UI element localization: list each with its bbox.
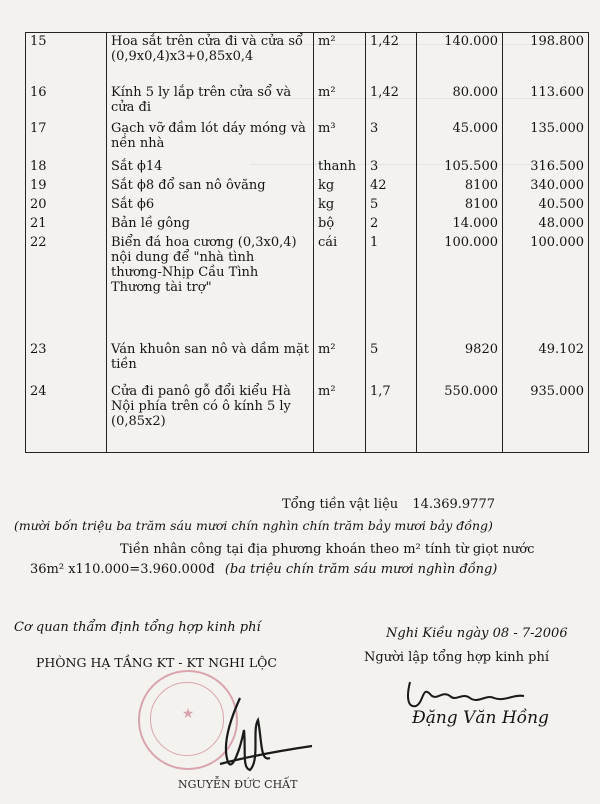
cell-unit: m² bbox=[314, 328, 366, 383]
cell-qty: 5 bbox=[366, 196, 417, 215]
cell-price: 45.000 bbox=[417, 120, 503, 158]
cell-price: 8100 bbox=[417, 177, 503, 196]
cell-price: 14.000 bbox=[417, 215, 503, 234]
cell-stt: 20 bbox=[26, 196, 107, 215]
cell-qty: 3 bbox=[366, 120, 417, 158]
stamp-star-icon: ★ bbox=[181, 706, 195, 722]
cell-name: Cửa đi panô gỗ đổi kiểu Hà Nội phía trên có ô kính 5 ly (0,85x2) bbox=[107, 383, 314, 453]
cell-stt: 17 bbox=[26, 120, 107, 158]
cell-qty: 3 bbox=[366, 158, 417, 177]
labor-cost-line bbox=[30, 562, 497, 577]
cell-total: 100.000 bbox=[503, 234, 589, 328]
cell-stt: 22 bbox=[26, 234, 107, 328]
place-and-date: Nghi Kiều ngày 08 - 7-2006 bbox=[386, 626, 568, 641]
materials-table bbox=[25, 32, 589, 453]
cell-name: Kính 5 ly lắp trên cửa sổ và cửa đi bbox=[107, 84, 314, 120]
material-total-label: Tổng tiền vật liệu bbox=[282, 497, 399, 512]
table-row bbox=[26, 158, 589, 177]
cell-price: 105.500 bbox=[417, 158, 503, 177]
cell-stt: 24 bbox=[26, 383, 107, 453]
cell-unit: thanh bbox=[314, 158, 366, 177]
cell-total: 316.500 bbox=[503, 158, 589, 177]
cell-unit: kg bbox=[314, 177, 366, 196]
cell-stt: 15 bbox=[26, 33, 107, 84]
cell-total: 935.000 bbox=[503, 383, 589, 453]
cell-name: Biển đá hoa cương (0,3x0,4) nội dung để "nhà tình thương-Nhịp Cầu Tình Thương tài trợ" bbox=[107, 234, 314, 328]
labor-cost-description: Tiền nhân công tại địa phương khoán theo m² tính từ giọt nước bbox=[120, 542, 535, 557]
cell-total: 113.600 bbox=[503, 84, 589, 120]
cell-price: 9820 bbox=[417, 328, 503, 383]
cell-total: 48.000 bbox=[503, 215, 589, 234]
cell-unit: m² bbox=[314, 383, 366, 453]
table-row bbox=[26, 177, 589, 196]
cell-name: Ván khuôn san nô và dầm mặt tiền bbox=[107, 328, 314, 383]
cell-unit: m² bbox=[314, 84, 366, 120]
table-row bbox=[26, 84, 589, 120]
cell-name: Gạch vỡ đầm lót dáy móng và nền nhà bbox=[107, 120, 314, 158]
labor-cost-in-words: (ba triệu chín trăm sáu mươi nghìn đồng) bbox=[224, 562, 498, 577]
cell-name: Sắt ϕ14 bbox=[107, 158, 314, 177]
cell-price: 140.000 bbox=[417, 33, 503, 84]
cell-price: 550.000 bbox=[417, 383, 503, 453]
cell-price: 8100 bbox=[417, 196, 503, 215]
material-total-value: 14.369.9777 bbox=[412, 497, 496, 512]
cell-total: 135.000 bbox=[503, 120, 589, 158]
cell-qty: 1,42 bbox=[366, 33, 417, 84]
cell-unit: m³ bbox=[314, 120, 366, 158]
labor-cost-calculation: 36m² x110.000=3.960.000đ bbox=[30, 562, 215, 577]
cell-qty: 1,42 bbox=[366, 84, 417, 120]
reviewer-name: NGUYỄN ĐỨC CHẤT bbox=[178, 778, 298, 791]
cell-stt: 23 bbox=[26, 328, 107, 383]
cell-total: 198.800 bbox=[503, 33, 589, 84]
table-row bbox=[26, 215, 589, 234]
table-row bbox=[26, 328, 589, 383]
cell-stt: 18 bbox=[26, 158, 107, 177]
cell-stt: 21 bbox=[26, 215, 107, 234]
reviewing-agency-title: Cơ quan thẩm định tổng hợp kinh phí bbox=[14, 620, 261, 635]
cell-qty: 1,7 bbox=[366, 383, 417, 453]
cell-stt: 16 bbox=[26, 84, 107, 120]
cell-total: 40.500 bbox=[503, 196, 589, 215]
cell-unit: kg bbox=[314, 196, 366, 215]
cell-qty: 2 bbox=[366, 215, 417, 234]
material-total bbox=[282, 497, 495, 512]
cell-name: Sắt ϕ6 bbox=[107, 196, 314, 215]
cell-total: 49.102 bbox=[503, 328, 589, 383]
table-row bbox=[26, 383, 589, 453]
cell-unit: m² bbox=[314, 33, 366, 84]
reviewing-agency-org: PHÒNG HẠ TẦNG KT - KT NGHI LỘC bbox=[36, 655, 277, 670]
table-row bbox=[26, 33, 589, 84]
cell-qty: 42 bbox=[366, 177, 417, 196]
cell-unit: bộ bbox=[314, 215, 366, 234]
table-row bbox=[26, 120, 589, 158]
table-row bbox=[26, 234, 589, 328]
cell-price: 80.000 bbox=[417, 84, 503, 120]
cell-price: 100.000 bbox=[417, 234, 503, 328]
table-row bbox=[26, 196, 589, 215]
cell-qty: 1 bbox=[366, 234, 417, 328]
material-total-in-words: (mười bốn triệu ba trăm sáu mươi chín nghìn chín trăm bảy mươi bảy đồng) bbox=[14, 518, 493, 533]
compiler-title: Người lập tổng hợp kinh phí bbox=[364, 650, 549, 665]
cell-total: 340.000 bbox=[503, 177, 589, 196]
cell-stt: 19 bbox=[26, 177, 107, 196]
cell-name: Hoa sắt trên cửa đi và cửa sổ (0,9x0,4)x3+0,85x0,4 bbox=[107, 33, 314, 84]
cell-qty: 5 bbox=[366, 328, 417, 383]
cell-name: Bản lề gông bbox=[107, 215, 314, 234]
cell-name: Sắt ϕ8 đổ san nô ôvăng bbox=[107, 177, 314, 196]
left-signature-scribble bbox=[200, 690, 320, 780]
cell-unit: cái bbox=[314, 234, 366, 328]
compiler-name: Đặng Văn Hồng bbox=[412, 708, 549, 728]
